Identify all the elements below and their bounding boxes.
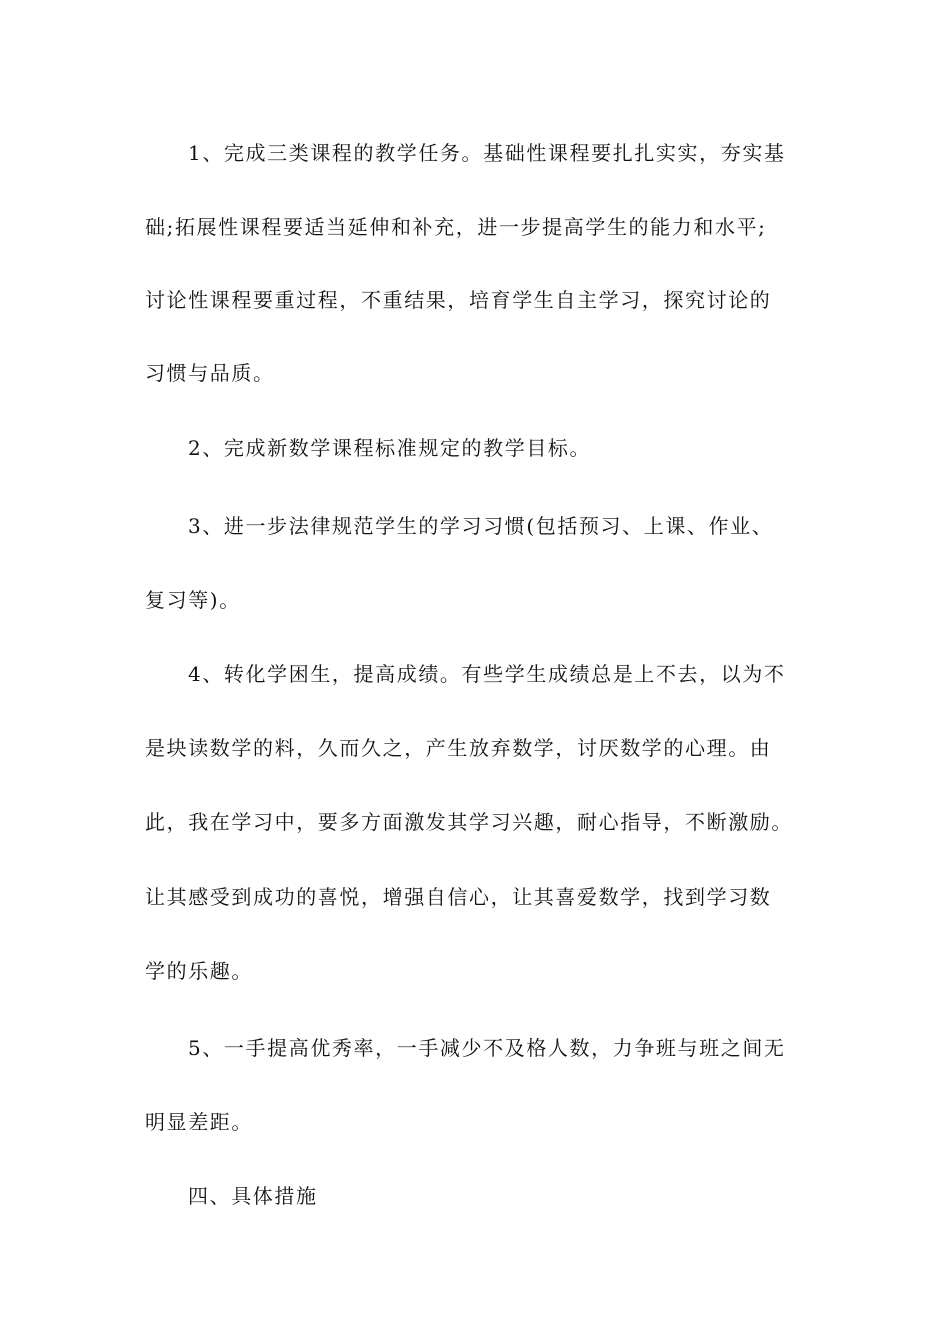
paragraph-4-line-5: 学的乐趣。: [145, 959, 253, 983]
paragraph-5-line-2: 明显差距。: [145, 1110, 253, 1134]
paragraph-3-line-2: 复习等)。: [145, 588, 241, 612]
paragraph-3-line-1: 3、进一步法律规范学生的学习习惯(包括预习、上课、作业、: [188, 514, 774, 538]
paragraph-4-line-2: 是块读数学的料，久而久之，产生放弃数学，讨厌数学的心理。由: [145, 736, 772, 760]
paragraph-4-line-1: 4、转化学困生，提高成绩。有些学生成绩总是上不去，以为不: [188, 662, 786, 686]
paragraph-1-line-4: 习惯与品质。: [145, 361, 275, 385]
paragraph-4-line-3: 此，我在学习中，要多方面激发其学习兴趣，耐心指导，不断激励。: [145, 810, 793, 834]
paragraph-2-line-1: 2、完成新数学课程标准规定的教学目标。: [188, 436, 592, 460]
paragraph-1-line-3: 讨论性课程要重过程，不重结果，培育学生自主学习，探究讨论的: [145, 288, 772, 312]
paragraph-1-line-1: 1、完成三类课程的教学任务。基础性课程要扎扎实实，夯实基: [188, 141, 786, 165]
paragraph-1-line-2: 础;拓展性课程要适当延伸和补充，进一步提高学生的能力和水平;: [145, 215, 767, 239]
paragraph-4-line-4: 让其感受到成功的喜悦，增强自信心，让其喜爱数学，找到学习数: [145, 885, 772, 909]
paragraph-5-line-1: 5、一手提高优秀率，一手减少不及格人数，力争班与班之间无: [188, 1036, 786, 1060]
section-heading: 四、具体措施: [188, 1184, 318, 1208]
